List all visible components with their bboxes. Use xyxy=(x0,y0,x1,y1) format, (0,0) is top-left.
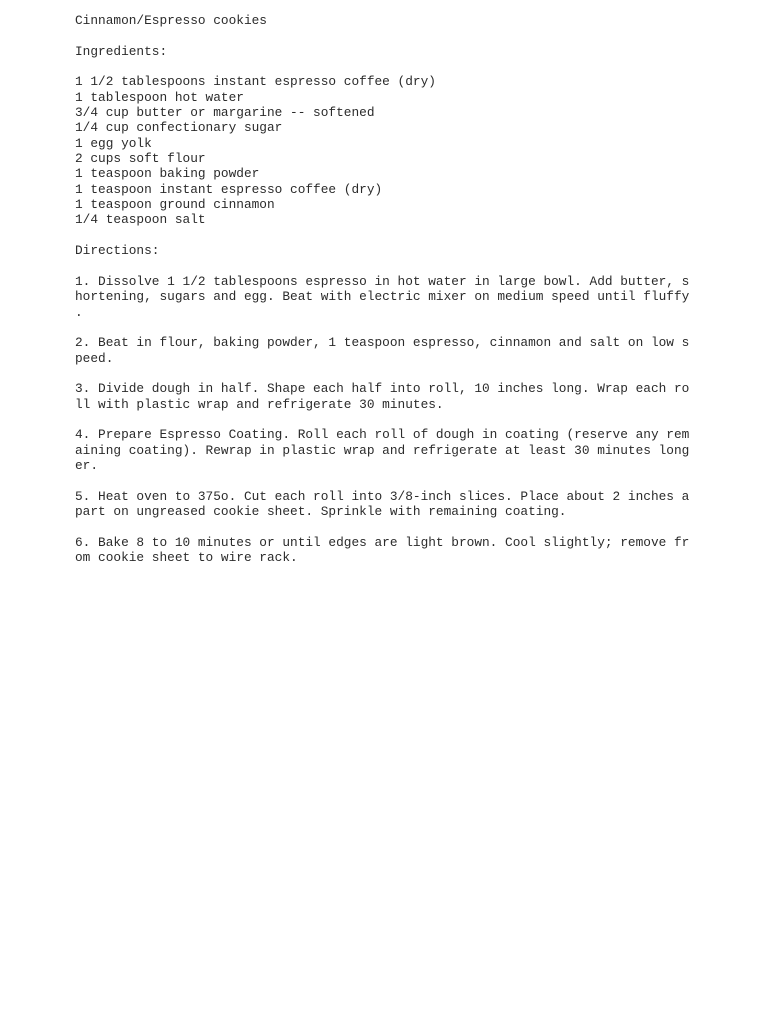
directions-list xyxy=(75,274,695,566)
direction-line: hortening, sugars and egg. Beat with electric mixer on medium speed until fluffy xyxy=(75,289,690,305)
direction-line: 1. Dissolve 1 1/2 tablespoons espresso in hot water in large bowl. Add butter, s xyxy=(75,273,690,289)
direction-step xyxy=(75,535,695,566)
direction-line: peed. xyxy=(75,350,114,366)
spacer xyxy=(75,412,695,427)
direction-line: 3. Divide dough in half. Shape each half into roll, 10 inches long. Wrap each ro xyxy=(75,381,690,397)
ingredient-item: 1 teaspoon ground cinnamon xyxy=(75,197,275,213)
spacer xyxy=(75,28,695,43)
direction-line: ll with plastic wrap and refrigerate 30 minutes. xyxy=(75,396,444,412)
direction-step xyxy=(75,381,695,412)
direction-line: 2. Beat in flour, baking powder, 1 teaspoon espresso, cinnamon and salt on low s xyxy=(75,335,690,351)
recipe-title: Cinnamon/Espresso cookies xyxy=(75,13,267,28)
direction-line: 4. Prepare Espresso Coating. Roll each roll of dough in coating (reserve any rem xyxy=(75,427,690,443)
ingredient-item: 2 cups soft flour xyxy=(75,151,206,167)
spacer xyxy=(75,259,695,274)
direction-step xyxy=(75,335,695,366)
direction-step xyxy=(75,427,695,473)
ingredient-item: 1 teaspoon instant espresso coffee (dry) xyxy=(75,181,383,197)
direction-line: 6. Bake 8 to 10 minutes or until edges are light brown. Cool slightly; remove fr xyxy=(75,534,690,550)
direction-line: 5. Heat oven to 375o. Cut each roll into 3/8-inch slices. Place about 2 inches a xyxy=(75,488,690,504)
spacer xyxy=(75,366,695,381)
ingredient-item: 1/4 teaspoon salt xyxy=(75,212,206,228)
ingredients-heading: Ingredients: xyxy=(75,43,168,59)
ingredient-item: 1 tablespoon hot water xyxy=(75,89,244,105)
direction-line: om cookie sheet to wire rack. xyxy=(75,550,298,566)
ingredients-list xyxy=(75,74,695,227)
ingredient-item: 3/4 cup butter or margarine -- softened xyxy=(75,105,375,121)
direction-step xyxy=(75,274,695,320)
spacer xyxy=(75,228,695,243)
spacer xyxy=(75,519,695,534)
direction-line: part on ungreased cookie sheet. Sprinkle with remaining coating. xyxy=(75,504,567,519)
direction-step xyxy=(75,489,695,520)
direction-line: er. xyxy=(75,457,99,473)
direction-line: aining coating). Rewrap in plastic wrap and refrigerate at least 30 minutes long xyxy=(75,442,690,458)
direction-line: . xyxy=(75,304,83,320)
spacer xyxy=(75,473,695,488)
ingredient-item: 1 egg yolk xyxy=(75,135,152,151)
spacer xyxy=(75,59,695,74)
ingredient-item: 1 1/2 tablespoons instant espresso coffee (dry) xyxy=(75,74,436,90)
ingredient-item: 1 teaspoon baking powder xyxy=(75,166,260,182)
recipe-document xyxy=(75,13,695,565)
spacer xyxy=(75,320,695,335)
directions-heading: Directions: xyxy=(75,243,160,259)
ingredient-item: 1/4 cup confectionary sugar xyxy=(75,120,283,136)
